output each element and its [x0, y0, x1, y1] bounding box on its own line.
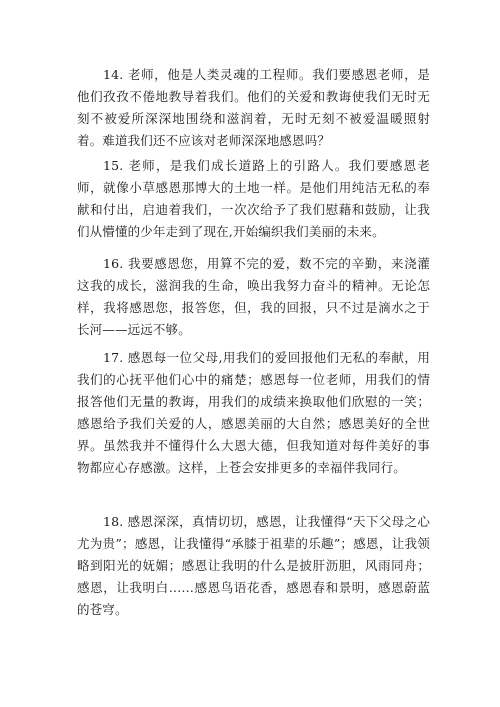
paragraph-18: 18. 感恩深深，真情切切，感恩，让我懂得“天下父母之心尤为贵”；感恩，让我懂得“承膝于祖辈的乐趣”；感恩，让我领略到阳光的妩媚；感恩让我明的什么是披肝沥胆，风雨同舟；感恩，让我明白……感恩鸟语花香，感恩春和景明，感恩蔚蓝的苍穹。 — [77, 514, 430, 617]
paragraph-17: 17. 感恩每一位父母,用我们的爱回报他们无私的奉献，用我们的心抚平他们心中的痛楚；感恩每一位老师，用我们的情报答他们无量的教诲，用我们的成绩来换取他们欣慰的一笑；感恩给予我们关爱的人，感恩美丽的大自然；感恩美好的全世界。虽然我并不懂得什么大恩大德，但我知道对每件美好的事物都应心存感激。这样，上苍会安排更多的幸福伴我同行。 — [77, 350, 430, 475]
paragraph-15: 15. 老师，是我们成长道路上的引路人。我们要感恩老师，就像小草感恩那博大的土地一样。是他们用纯洁无私的奉献和付出，启迪着我们，一次次给予了我们慰藉和鼓励，让我们从懵懂的少年走到了现在,开始编织我们美丽的未来。 — [77, 158, 430, 239]
paragraph-14: 14. 老师，他是人类灵魂的工程师。我们要感恩老师，是他们孜孜不倦地教导着我们。他们的关爱和教诲使我们无时无刻不被爱所深深地围绕和滋润着，无时无刻不被爱温暖照射着。难道我们还不应该对老师深深地感恩吗？ — [77, 67, 430, 148]
paragraph-16: 16. 我要感恩您，用算不完的爱，数不完的辛勤，来浇灌这我的成长，滋润我的生命，唤出我努力奋斗的精神。无论怎样，我将感恩您，报答您，但，我的回报，只不过是滴水之于长河——远远不够。 — [77, 256, 430, 337]
